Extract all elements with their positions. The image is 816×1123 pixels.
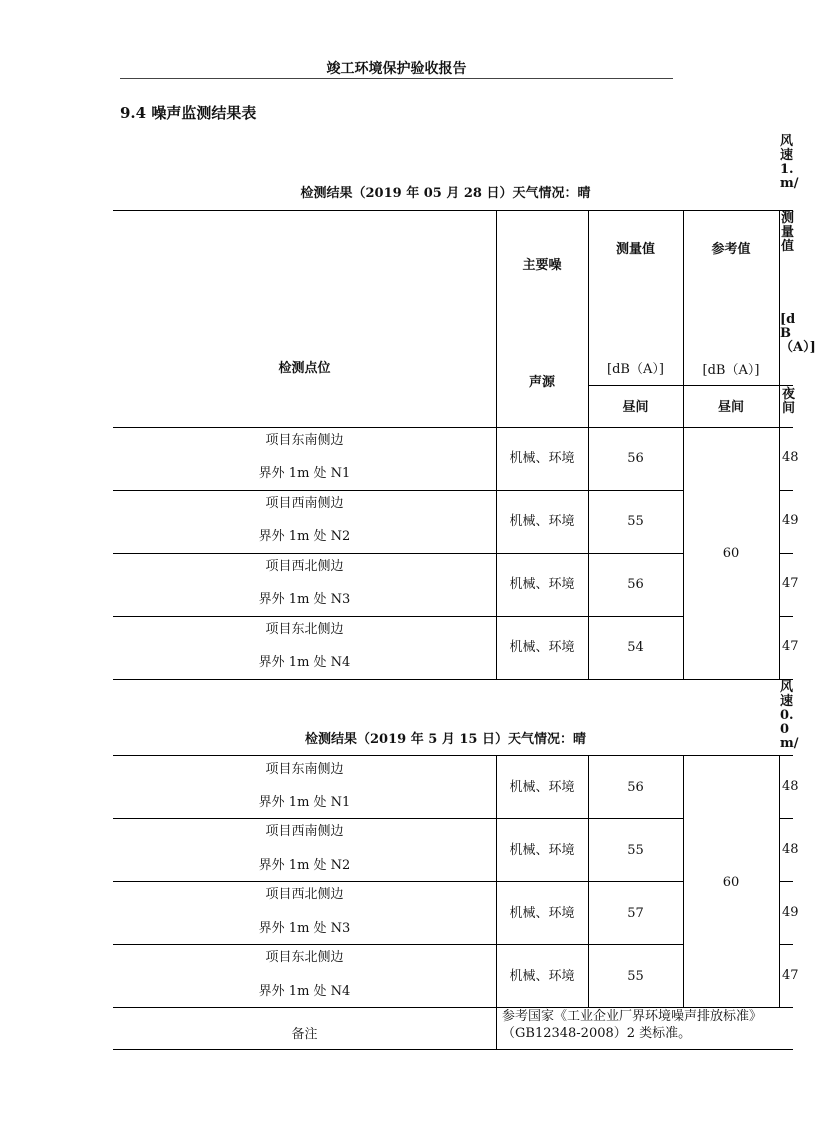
- header-night: 夜间: [782, 387, 796, 416]
- b1r2-loc1: 项目西南侧边: [265, 496, 344, 511]
- b1r2-night: 49: [782, 513, 799, 528]
- report-header-title: 竣工环境保护验收报告: [326, 61, 467, 77]
- b2r1-source: 机械、环境: [509, 780, 575, 795]
- b1r2-source: 机械、环境: [509, 514, 575, 529]
- b2r4-loc2: 界外 1m 处 N4: [258, 984, 351, 999]
- b2r3-source: 机械、环境: [509, 906, 575, 921]
- b2-reference-day: 60: [722, 875, 740, 890]
- remarks-label: 备注: [291, 1027, 318, 1042]
- b1r1-night: 48: [782, 450, 799, 465]
- b2r2-night: 48: [782, 842, 799, 857]
- b2r3-night: 49: [782, 905, 799, 920]
- header-night-unit: [dB（A）]: [780, 312, 816, 355]
- b2r4-loc1: 项目东北侧边: [265, 950, 344, 965]
- block1-title: 检测结果（2019 年 05 月 28 日）天气情况：晴: [300, 186, 591, 201]
- block1-wind: 风速1.m/: [780, 134, 799, 191]
- section-title: 9.4 噪声监测结果表: [120, 104, 257, 122]
- b2r1-loc1: 项目东南侧边: [265, 762, 344, 777]
- remarks-text-line2: （GB12348-2008）2 类标准。: [502, 1026, 692, 1041]
- header-source-top: 主要噪: [522, 258, 562, 273]
- b1r3-loc1: 项目西北侧边: [265, 559, 344, 574]
- header-day-reference: 昼间: [717, 400, 744, 415]
- b1r4-night: 47: [782, 639, 799, 654]
- header-night-measured: 测量值: [781, 211, 795, 254]
- header-reference-unit: [dB（A）]: [702, 363, 760, 378]
- header-day-measured: 昼间: [622, 400, 649, 415]
- b1r3-day: 56: [627, 577, 644, 592]
- b1r1-day: 56: [627, 451, 644, 466]
- b2r3-loc2: 界外 1m 处 N3: [258, 921, 351, 936]
- b1r2-day: 55: [627, 514, 644, 529]
- b2r2-loc2: 界外 1m 处 N2: [258, 858, 351, 873]
- b1r2-loc2: 界外 1m 处 N2: [258, 529, 351, 544]
- b2r1-night: 48: [782, 779, 799, 794]
- b2r1-loc2: 界外 1m 处 N1: [258, 795, 351, 810]
- b2r2-day: 55: [627, 843, 644, 858]
- b1r3-loc2: 界外 1m 处 N3: [258, 592, 351, 607]
- b1r4-source: 机械、环境: [509, 640, 575, 655]
- remarks-text: [502, 1008, 793, 1042]
- b2r1-day: 56: [627, 780, 644, 795]
- header-source-bottom: 声源: [528, 375, 555, 390]
- b2r3-loc1: 项目西北侧边: [265, 887, 344, 902]
- b1r1-source: 机械、环境: [509, 451, 575, 466]
- header-measured: 测量值: [615, 242, 655, 257]
- header-reference: 参考值: [711, 242, 751, 257]
- b1r3-source: 机械、环境: [509, 577, 575, 592]
- b1r1-loc2: 界外 1m 处 N1: [258, 466, 351, 481]
- header-location: 检测点位: [278, 361, 331, 376]
- b2r4-day: 55: [627, 969, 644, 984]
- b2r2-source: 机械、环境: [509, 843, 575, 858]
- b1-reference-day: 60: [722, 546, 740, 561]
- b2r4-night: 47: [782, 968, 799, 983]
- block2-wind: 风速0.0m/: [780, 680, 799, 751]
- b1r4-loc2: 界外 1m 处 N4: [258, 655, 351, 670]
- remarks-text-line1: 参考国家《工业企业厂界环境噪声排放标准》: [502, 1009, 763, 1024]
- b1r3-night: 47: [782, 576, 799, 591]
- b2r2-loc1: 项目西南侧边: [265, 824, 344, 839]
- b1r4-loc1: 项目东北侧边: [265, 622, 344, 637]
- block2-title: 检测结果（2019 年 5 月 15 日）天气情况：晴: [305, 732, 586, 747]
- b1r1-loc1: 项目东南侧边: [265, 433, 344, 448]
- b2r4-source: 机械、环境: [509, 969, 575, 984]
- header-measured-unit: [dB（A）]: [607, 362, 664, 377]
- b1r4-day: 54: [627, 640, 644, 655]
- b2r3-day: 57: [627, 906, 644, 921]
